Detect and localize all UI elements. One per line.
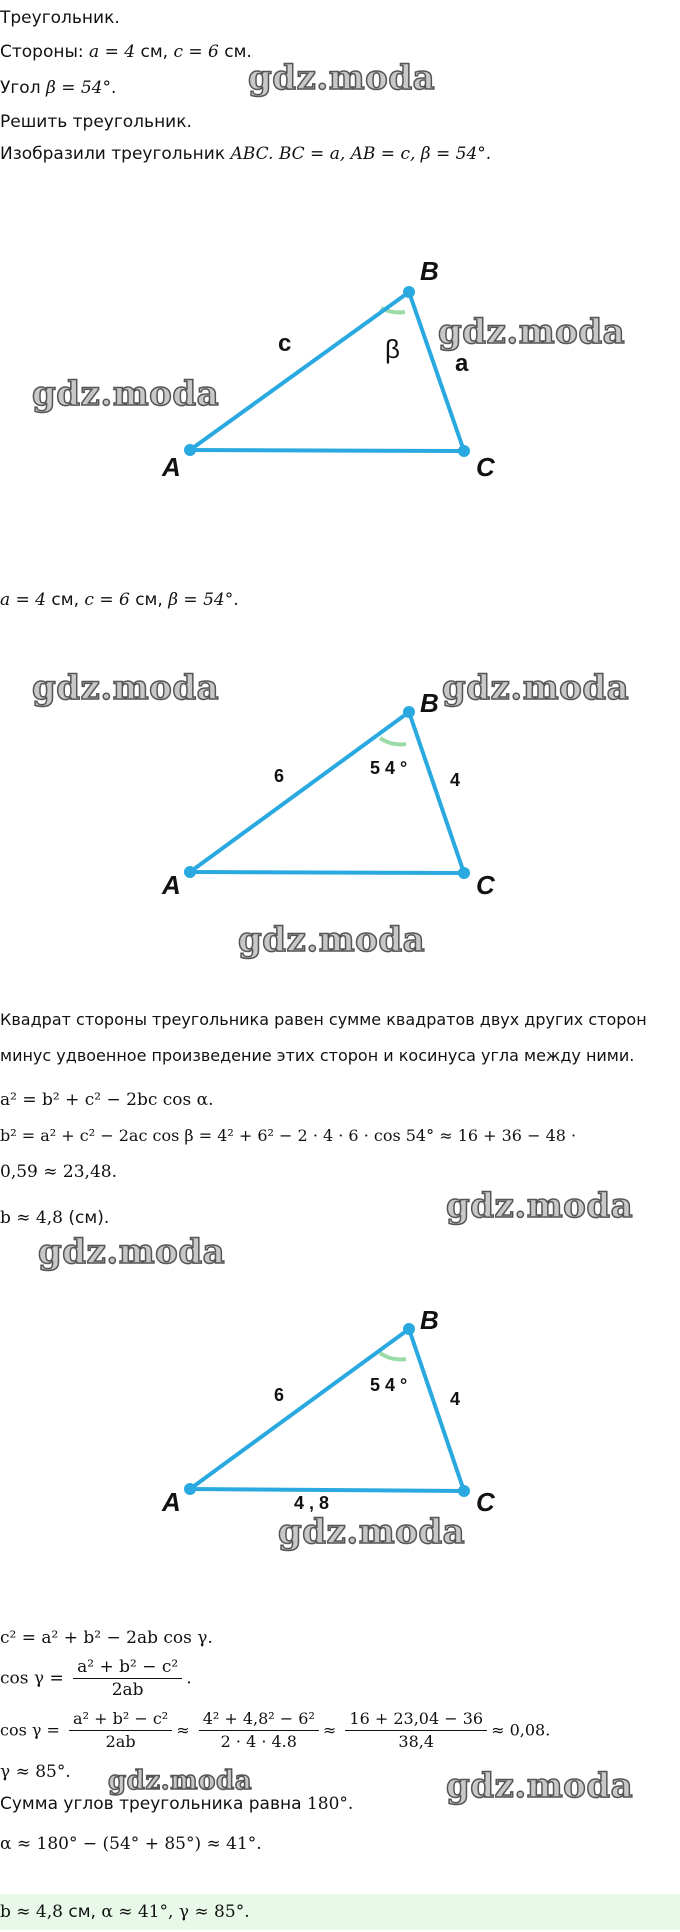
text-line <box>0 76 116 100</box>
side-label-c: 6 <box>274 1385 285 1405</box>
triangle-diagram <box>0 1305 680 1535</box>
math-fragment: β = 54°. <box>168 590 239 610</box>
side-bc <box>409 1329 464 1491</box>
vertex-point-a <box>184 1483 196 1495</box>
side-ac <box>190 450 464 451</box>
fraction-numerator: 16 + 23,04 − 36 <box>345 1708 487 1731</box>
text-fragment: Стороны: <box>0 42 90 62</box>
side-ab <box>190 1329 409 1489</box>
fraction <box>345 1708 487 1753</box>
angle-label: β <box>385 334 400 364</box>
math-fragment: ≈ 0,08. <box>491 1720 551 1740</box>
watermark: gdz.moda <box>238 920 426 960</box>
math-fragment: a = 4 <box>89 42 136 62</box>
text-line <box>0 40 252 64</box>
watermark: gdz.moda <box>32 668 220 708</box>
watermark: gdz.moda <box>446 1766 634 1806</box>
math-fragment: b ≈ 4,8 <box>0 1208 63 1228</box>
side-ab <box>190 292 409 450</box>
side-ab <box>190 712 409 872</box>
side-label-a: 4 <box>450 770 461 790</box>
text-fragment: Изобразили треугольник <box>0 144 231 164</box>
math-fragment: cos γ = <box>0 1720 60 1740</box>
vertex-point-c <box>458 1485 470 1497</box>
triangle-figure-3 <box>0 1305 680 1535</box>
vertex-label-a: A <box>162 452 181 482</box>
text-line <box>0 142 491 166</box>
text-fragment: (см). <box>62 1208 110 1228</box>
formula-line: cos γ = $\frac{\text{a² + b² − c²}}{2ab}$ . <box>0 1657 192 1700</box>
formula-line: cos γ = $\frac{\text{a² + b² − c²}}{2ab}$ ≈ $\frac{\text{4² + 4,8² − 6²}}{2 \cdot 4 \cdot 4.8}$ ≈ $\frac{16 + 23,04 - 36}{38,4}$ ≈ 0,08. <box>0 1709 551 1751</box>
text-line <box>0 1206 109 1230</box>
side-label-b: 4 , 8 <box>294 1493 330 1513</box>
math-fragment: a = 4 <box>0 590 47 610</box>
text-fragment: см, <box>129 590 169 610</box>
text-fragment: Угол <box>0 78 46 98</box>
text-fragment: . <box>110 78 117 98</box>
vertex-label-c: C <box>476 870 495 900</box>
side-bc <box>409 712 464 873</box>
angle-label: 5 4 ° <box>370 1375 408 1395</box>
angle-arc <box>380 1353 406 1359</box>
math-fragment: c = 6 <box>84 590 130 610</box>
text-line: Квадрат стороны треугольника равен сумме квадратов двух других сторон <box>0 1010 647 1029</box>
answer-line <box>0 1900 250 1924</box>
side-ac <box>190 872 464 873</box>
math-fragment: ABC. BC = a, AB = c, β = 54°. <box>230 144 492 164</box>
vertex-label-a: A <box>162 1487 181 1517</box>
vertex-point-c <box>458 867 470 879</box>
fraction-numerator: a² + b² − c² <box>73 1656 182 1679</box>
watermark: gdz.moda <box>446 1186 634 1226</box>
text-fragment: см, <box>46 590 85 610</box>
vertex-label-c: C <box>476 452 495 482</box>
vertex-point-a <box>184 866 196 878</box>
vertex-point-b <box>403 1323 415 1335</box>
fraction-denominator: 2 · 4 · 4.8 <box>220 1732 297 1751</box>
text-line <box>0 588 239 612</box>
vertex-point-c <box>458 445 470 457</box>
fraction <box>73 1656 182 1701</box>
formula-line: γ ≈ 85°. <box>0 1762 71 1782</box>
fraction <box>69 1708 172 1753</box>
watermark: gdz.moda <box>38 1232 226 1272</box>
text-line: Решить треугольник. <box>0 112 192 132</box>
text-fragment: Сумма углов треугольника равна <box>0 1794 307 1814</box>
side-ac <box>190 1489 464 1491</box>
side-label-a: a <box>455 350 469 377</box>
formula-line: b² = a² + c² − 2ac cos β = 4² + 6² − 2 · 4 · 6 · cos 54° ≈ 16 + 36 − 48 · <box>0 1126 577 1145</box>
fraction-denominator: 2ab <box>111 1680 144 1700</box>
side-label-c: c <box>278 330 292 357</box>
watermark: gdz.moda <box>442 668 630 708</box>
math-fragment: cos γ = <box>0 1668 64 1689</box>
formula-line: a² = b² + c² − 2bc cos α. <box>0 1090 214 1110</box>
watermark: gdz.moda <box>278 1512 466 1552</box>
text-fragment: см, <box>135 42 174 62</box>
vertex-point-b <box>403 706 415 718</box>
math-fragment: 180°. <box>306 1794 354 1814</box>
formula-line: α ≈ 180° − (54° + 85°) ≈ 41°. <box>0 1834 262 1854</box>
formula-line: 0,59 ≈ 23,48. <box>0 1162 117 1182</box>
formula-line: c² = a² + b² − 2ab cos γ. <box>0 1628 213 1648</box>
side-label-a: 4 <box>450 1389 461 1409</box>
fraction-numerator: 4² + 4,8² − 6² <box>199 1708 319 1731</box>
vertex-label-a: A <box>162 870 181 900</box>
angle-label: 5 4 ° <box>370 758 408 778</box>
watermark: gdz.moda <box>32 374 220 414</box>
watermark: gdz.moda <box>108 1766 253 1796</box>
vertex-label-c: C <box>476 1487 495 1517</box>
text-line: Треугольник. <box>0 8 120 28</box>
math-fragment: b ≈ 4,8 <box>0 1902 63 1922</box>
side-label-c: 6 <box>274 766 285 786</box>
math-fragment: α ≈ 41°, γ ≈ 85°. <box>101 1902 250 1922</box>
vertex-point-b <box>403 286 415 298</box>
vertex-label-b: B <box>420 1305 439 1335</box>
fraction-numerator: a² + b² − c² <box>69 1708 172 1731</box>
math-fragment: β = 54° <box>45 78 111 98</box>
vertex-label-b: B <box>420 256 439 286</box>
fraction <box>199 1708 319 1753</box>
text-line: минус удвоенное произведение этих сторон и косинуса угла между ними. <box>0 1046 635 1065</box>
watermark: gdz.moda <box>438 312 626 352</box>
fraction-denominator: 2ab <box>105 1732 136 1751</box>
vertex-point-a <box>184 444 196 456</box>
angle-arc <box>380 738 406 744</box>
triangle-figure-2 <box>0 690 680 920</box>
triangle-diagram <box>0 690 680 920</box>
vertex-label-b: B <box>420 688 439 718</box>
math-fragment: c = 6 <box>173 42 219 62</box>
watermark: gdz.moda <box>248 58 436 98</box>
fraction-denominator: 38,4 <box>398 1732 435 1751</box>
text-fragment: см, <box>62 1902 102 1922</box>
text-fragment: см. <box>218 42 252 62</box>
